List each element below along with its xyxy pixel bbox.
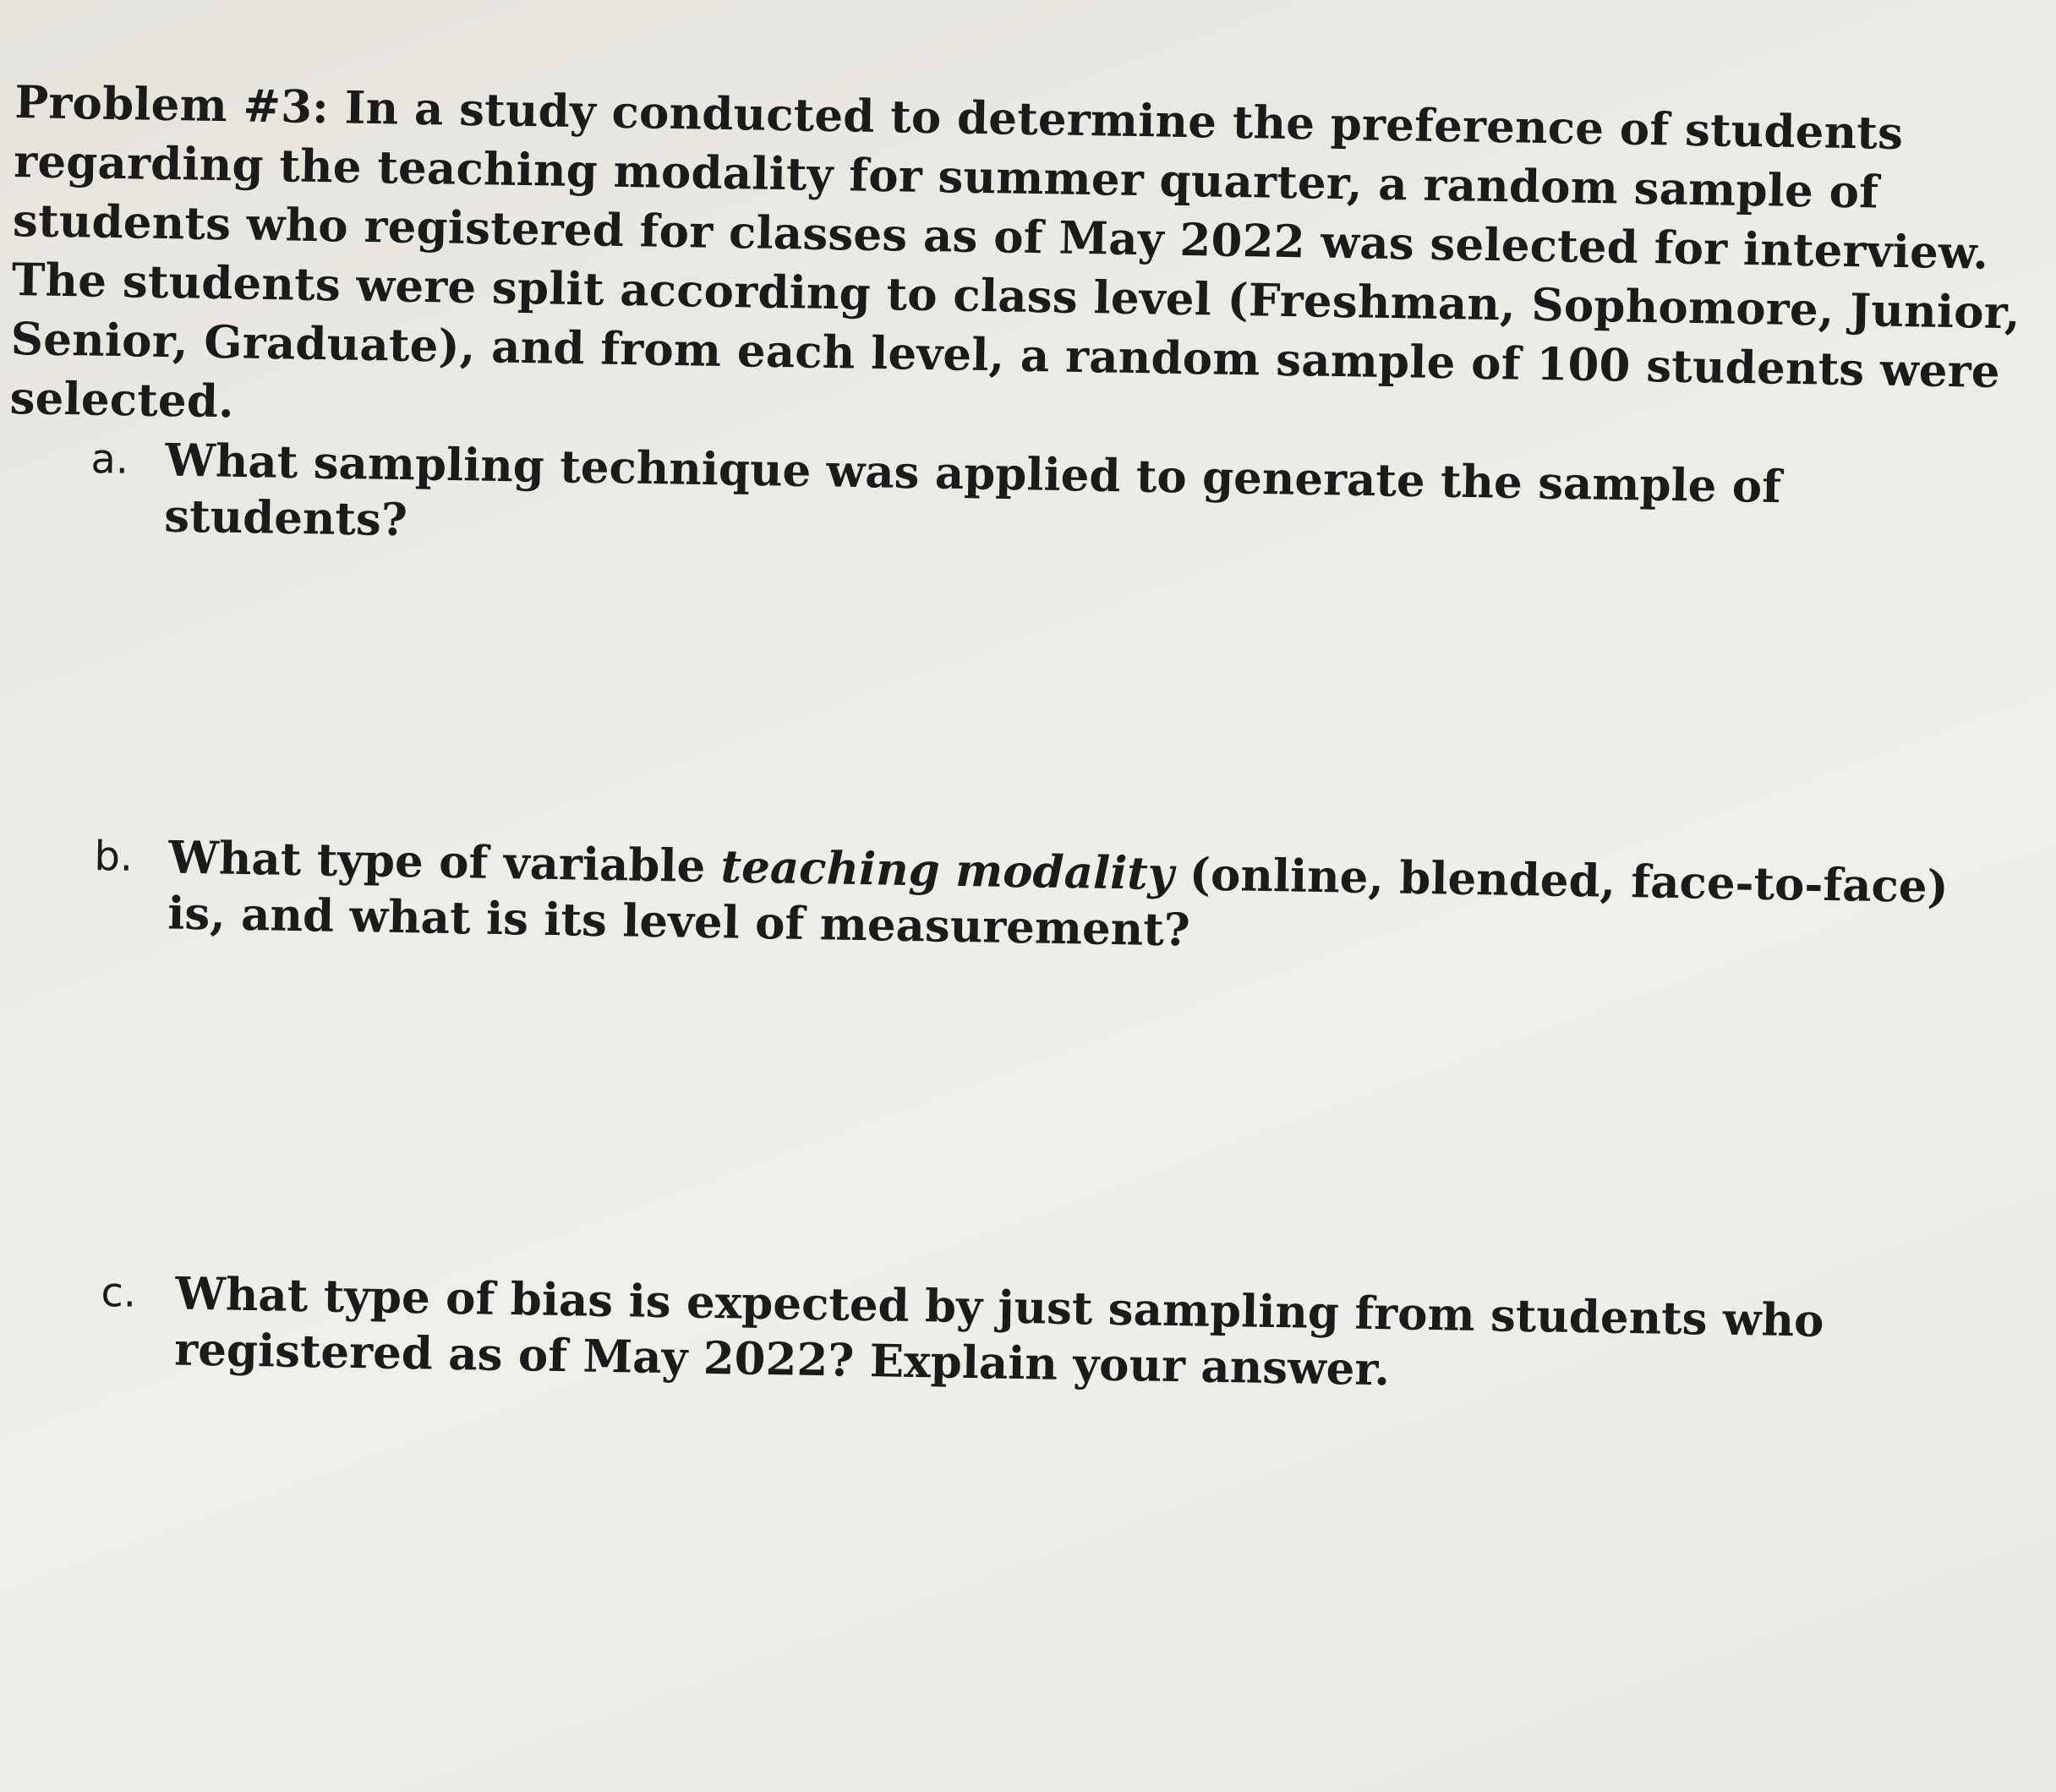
question-text-end: (online, blended, face-to-face) is, and what is its level of measurement? — [167, 848, 1949, 957]
question-c — [100, 1265, 1970, 1407]
question-text-italic: teaching modality — [720, 840, 1175, 901]
question-letter: c. — [100, 1268, 137, 1317]
question-b — [93, 828, 2005, 971]
question-text-start: What type of variable — [167, 831, 722, 893]
question-letter: b. — [93, 832, 134, 881]
question-text: What type of bias is expected by just sampling from students who registered as of May 2022? Explain your answer. — [173, 1267, 1824, 1396]
question-text: What sampling technique was applied to generate the sample of students? — [163, 434, 1782, 547]
problem-label: Problem #3: — [14, 75, 330, 134]
problem-statement — [9, 73, 2036, 462]
question-text — [167, 829, 2005, 971]
problem-text: In a study conducted to determine the preference of students regarding the teaching modality for summer quarter, a random sample of students who registered for classes as of May 2022 was selected for interview. The students were split according to class level (Freshman, Sophomore, Junior, Senior, Graduate), and from each level, a random sample of 100 students were selected. — [9, 81, 2021, 429]
question-letter: a. — [90, 434, 129, 484]
